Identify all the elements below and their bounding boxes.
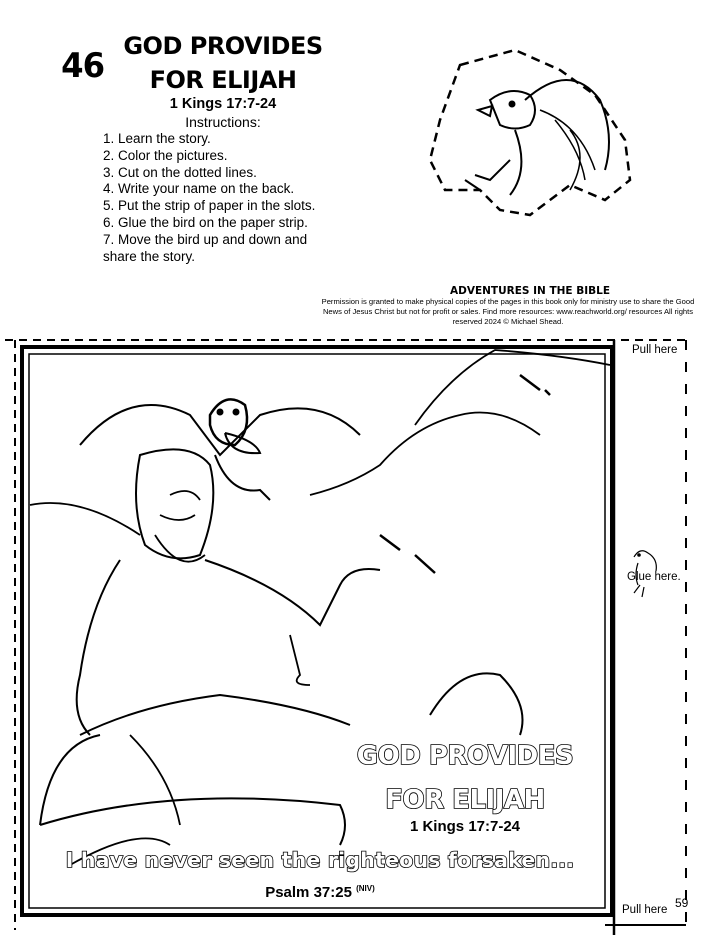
- card-title-line-2: FOR ELIJAH: [385, 785, 545, 815]
- verse-reference: [235, 884, 405, 901]
- permission-notice: Permission is granted to make physical copies of the pages in this book only for ministry use to share the Good News of Jesus Christ but not for profit or sales. Find more resources: www.reachworld.org/ resources All rights reserved 2024 © Michael Shead.: [321, 297, 695, 326]
- brand-name: ADVENTURES IN THE BIBLE: [450, 285, 610, 297]
- instructions-heading: Instructions:: [185, 114, 261, 130]
- page-title-line-2: FOR ELIJAH: [149, 66, 297, 94]
- cutout-bird-icon: [420, 40, 650, 225]
- page-number: 59: [675, 896, 689, 910]
- instruction-item: 2. Color the pictures.: [103, 147, 228, 163]
- lesson-number: 46: [61, 46, 105, 86]
- verse-reference-text: Psalm 37:25: [265, 884, 352, 901]
- verse-version: (NIV): [356, 884, 375, 893]
- instruction-item: 3. Cut on the dotted lines.: [103, 164, 257, 180]
- instruction-item: 4. Write your name on the back.: [103, 181, 295, 197]
- pull-here-top-label: Pull here: [632, 344, 678, 356]
- instruction-item: 7. Move the bird up and down and share the story.: [103, 231, 308, 264]
- card-scripture-reference: 1 Kings 17:7-24: [409, 818, 521, 835]
- instruction-item: 5. Put the strip of paper in the slots.: [103, 198, 316, 214]
- instruction-item: 1. Learn the story.: [103, 131, 211, 146]
- pull-here-bottom-label: Pull here: [622, 904, 668, 916]
- scripture-reference: 1 Kings 17:7-24: [169, 96, 277, 112]
- instructions-list: [103, 131, 343, 265]
- card-title-line-1: GOD PROVIDES: [356, 741, 574, 771]
- glue-here-label: Glue here.: [627, 571, 681, 583]
- instruction-item: 6. Glue the bird on the paper strip.: [103, 214, 308, 230]
- memory-verse: I have never seen the righteous forsaken...: [65, 848, 575, 872]
- page-title-line-1: GOD PROVIDES: [123, 32, 323, 60]
